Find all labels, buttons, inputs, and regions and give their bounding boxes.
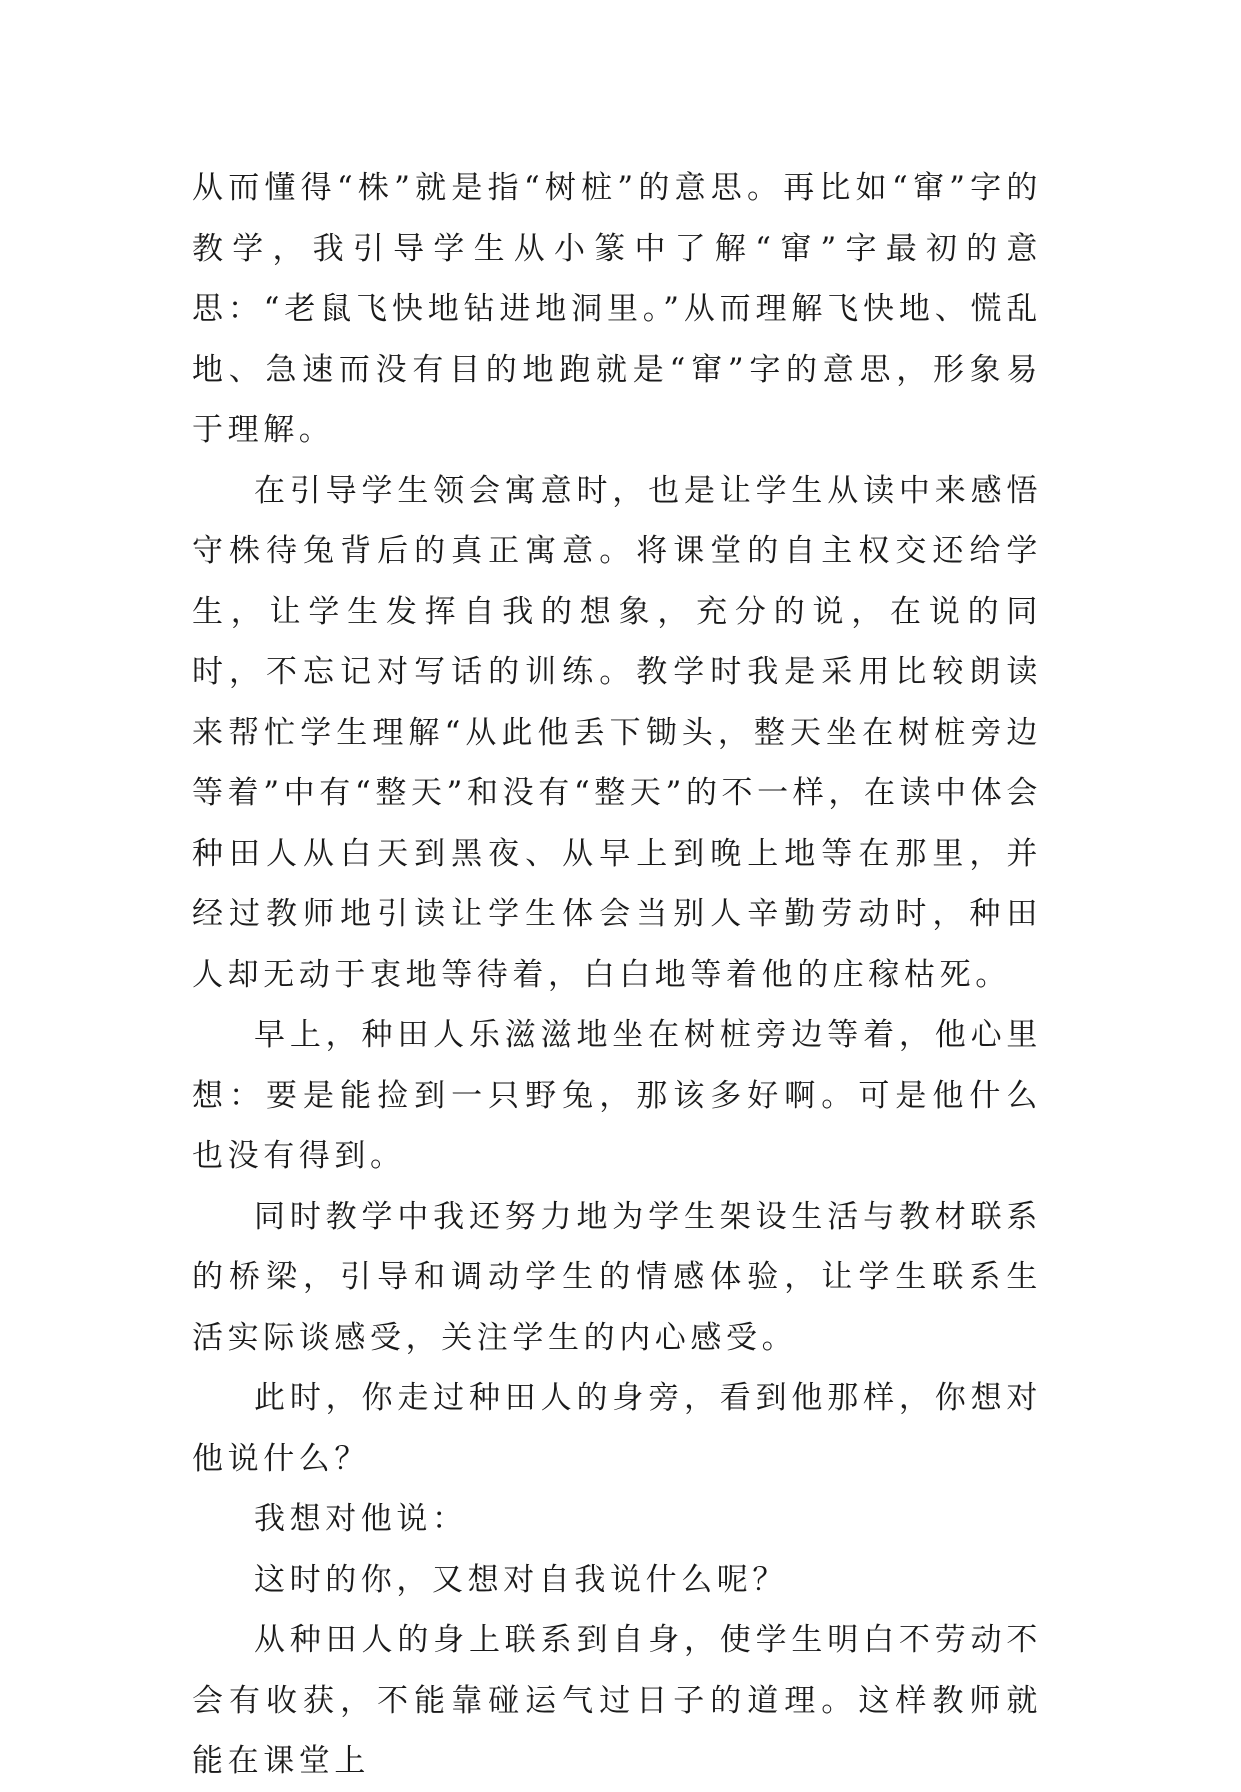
paragraph: 从种田人的身上联系到自身，使学生明白不劳动不会有收获，不能靠碰运气过日子的道理。这样教师就能在课堂上 bbox=[192, 1622, 1042, 1779]
paragraph: 我想对他说： bbox=[254, 1501, 468, 1537]
body-text bbox=[192, 158, 1042, 1792]
paragraph: 同时教学中我还努力地为学生架设生活与教材联系的桥梁，引导和调动学生的情感体验，让学生联系生活实际谈感受，关注学生的内心感受。 bbox=[192, 1198, 1042, 1356]
paragraph: 从而懂得“株”就是指“树桩”的意思。再比如“窜”字的教学，我引导学生从小篆中了解“窜”字最初的意思：“老鼠飞快地钻进地洞里。”从而理解飞快地、慌乱地、急速而没有目的地跑就是“窜”字的意思，形象易于理解。 bbox=[192, 170, 1042, 448]
paragraph: 这时的你，又想对自我说什么呢？ bbox=[254, 1561, 788, 1598]
paragraph: 此时，你走过种田人的身旁，看到他那样，你想对他说什么？ bbox=[192, 1380, 1042, 1477]
paragraph: 在引导学生领会寓意时，也是让学生从读中来感悟守株待兔背后的真正寓意。将课堂的自主权交还给学生，让学生发挥自我的想象，充分的说，在说的同时，不忘记对写话的训练。教学时我是采用比较朗读来帮忙学生理解“从此他丢下锄头，整天坐在树桩旁边等着”中有“整天”和没有“整天”的不一样，在读中体会种田人从白天到黑夜、从早上到晚上地等在那里，并经过教师地引读让学生体会当别人辛勤劳动时，种田人却无动于衷地等待着，白白地等着他的庄稼枯死。 bbox=[192, 472, 1042, 993]
paragraph: 早上，种田人乐滋滋地坐在树桩旁边等着，他心里想：要是能捡到一只野兔，那该多好啊。可是他什么也没有得到。 bbox=[192, 1017, 1042, 1174]
